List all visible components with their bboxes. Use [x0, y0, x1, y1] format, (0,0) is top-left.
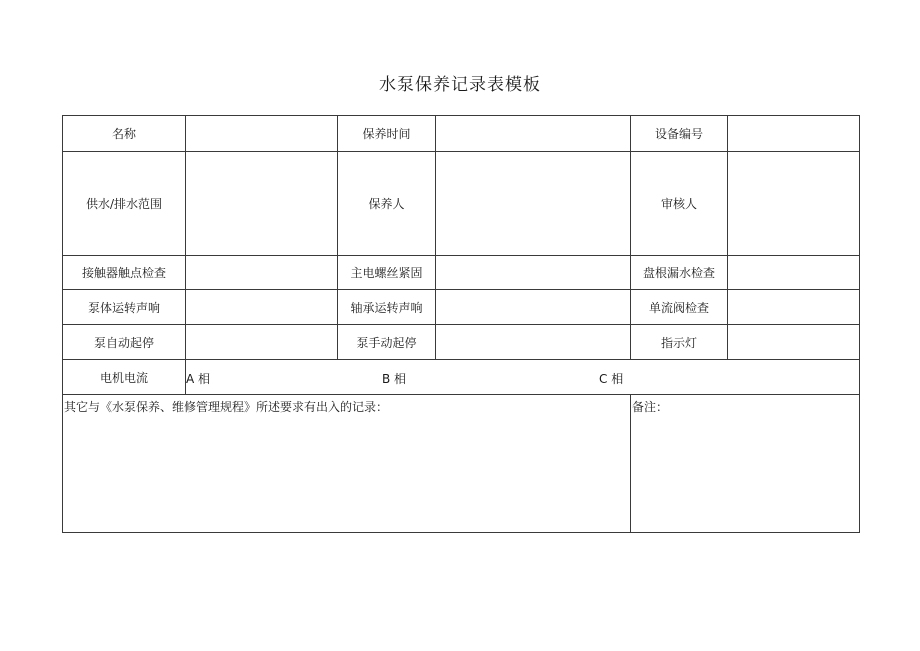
table-row — [63, 325, 860, 360]
name-label: 名称 — [63, 116, 186, 152]
other-records-field[interactable] — [63, 395, 631, 533]
name-field[interactable] — [186, 116, 338, 152]
auto-start-stop-label: 泵自动起停 — [63, 325, 186, 360]
remarks-label: 备注： — [632, 400, 669, 414]
page-title: 水泵保养记录表模板 — [379, 75, 541, 95]
phase-c-label: C 相 — [599, 372, 624, 386]
supply-drain-range-label: 供水/排水范围 — [63, 152, 186, 256]
auto-start-stop-field[interactable] — [186, 325, 338, 360]
pump-noise-field[interactable] — [186, 290, 338, 325]
motor-current-field[interactable] — [186, 360, 860, 395]
table-row — [63, 395, 860, 533]
phase-b-label: B 相 — [382, 372, 407, 386]
packing-leak-check-field[interactable] — [728, 256, 860, 290]
main-screw-tighten-label: 主电螺丝紧固 — [338, 256, 436, 290]
bearing-noise-field[interactable] — [436, 290, 631, 325]
equipment-number-label: 设备编号 — [631, 116, 728, 152]
packing-leak-check-label: 盘根漏水检查 — [631, 256, 728, 290]
maintenance-time-field[interactable] — [436, 116, 631, 152]
contactor-check-field[interactable] — [186, 256, 338, 290]
bearing-noise-label: 轴承运转声响 — [338, 290, 436, 325]
main-screw-tighten-field[interactable] — [436, 256, 631, 290]
table-row — [63, 290, 860, 325]
indicator-light-label: 指示灯 — [631, 325, 728, 360]
motor-current-label: 电机电流 — [63, 360, 186, 395]
reviewer-field[interactable] — [728, 152, 860, 256]
table-row — [63, 116, 860, 152]
maintainer-label: 保养人 — [338, 152, 436, 256]
remarks-field[interactable] — [631, 395, 860, 533]
reviewer-label: 审核人 — [631, 152, 728, 256]
equipment-number-field[interactable] — [728, 116, 860, 152]
manual-start-stop-label: 泵手动起停 — [338, 325, 436, 360]
manual-start-stop-field[interactable] — [436, 325, 631, 360]
indicator-light-field[interactable] — [728, 325, 860, 360]
table-row — [63, 256, 860, 290]
table-row — [63, 360, 860, 395]
table-row — [63, 152, 860, 256]
check-valve-label: 单流阀检查 — [631, 290, 728, 325]
phase-a-label: A 相 — [186, 372, 211, 386]
supply-drain-range-field[interactable] — [186, 152, 338, 256]
maintenance-record-table — [62, 115, 860, 533]
pump-noise-label: 泵体运转声响 — [63, 290, 186, 325]
contactor-check-label: 接触器触点检查 — [63, 256, 186, 290]
maintainer-field[interactable] — [436, 152, 631, 256]
other-records-label: 其它与《水泵保养、维修管理规程》所述要求有出入的记录： — [64, 400, 389, 414]
check-valve-field[interactable] — [728, 290, 860, 325]
maintenance-time-label: 保养时间 — [338, 116, 436, 152]
